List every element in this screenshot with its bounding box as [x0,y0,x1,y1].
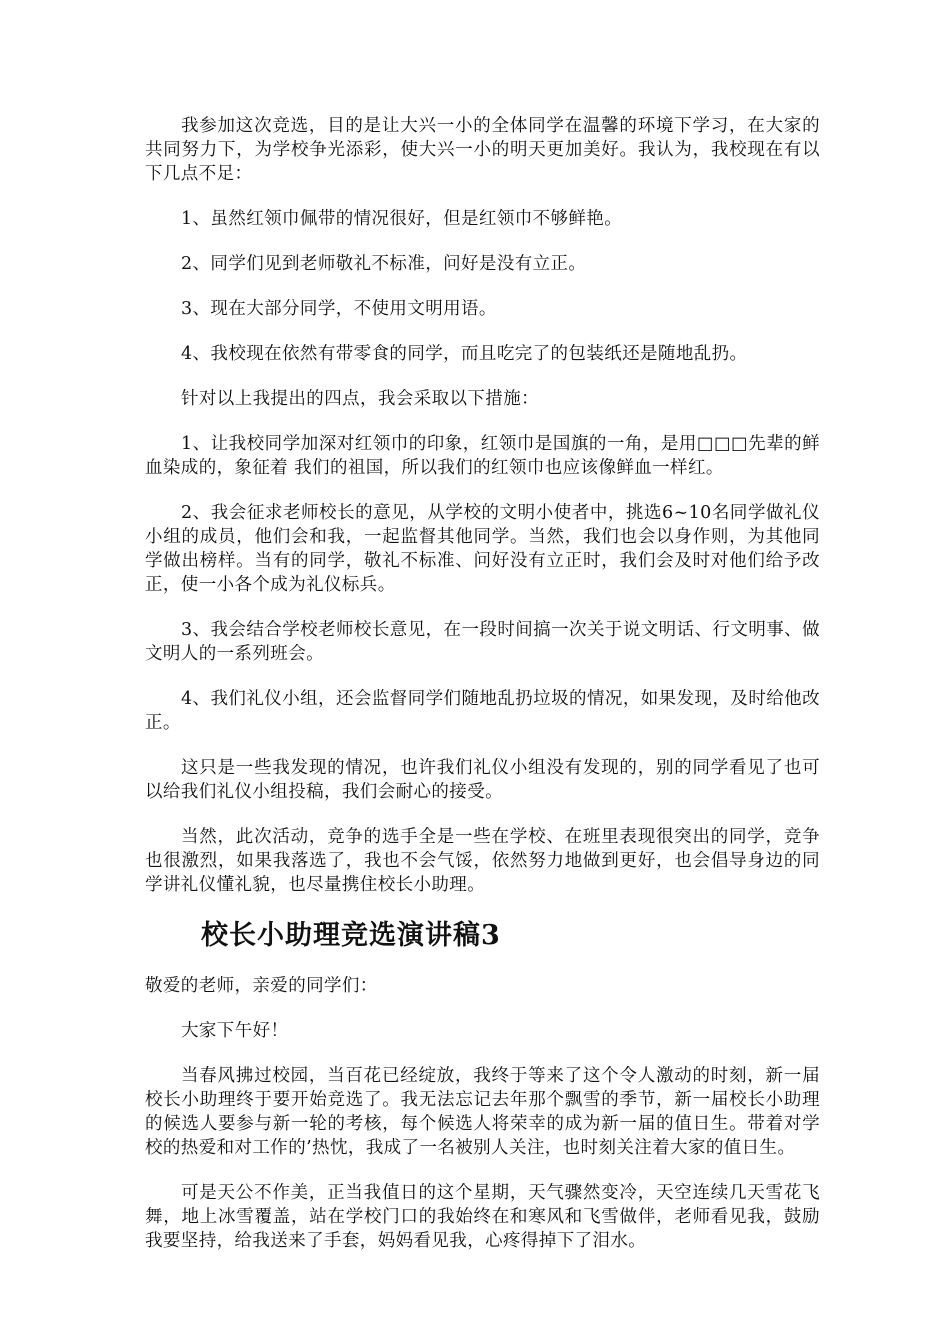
paragraph: 我参加这次竞选，目的是让大兴一小的全体同学在温馨的环境下学习，在大家的共同努力下，为学校争光添彩，使大兴一小的明天更加美好。我认为，我校现在有以下几点不足： [145,116,820,184]
paragraph: 针对以上我提出的四点，我会采取以下措施： [181,389,539,409]
list-item: 4、我校现在依然有带零食的同学，而且吃完了的包装纸还是随地乱扔。 [181,344,748,364]
paragraph: 当然，此次活动，竞争的选手全是一些在学校、在班里表现很突出的同学，竞争也很激烈，如果我落选了，我也不会气馁，依然努力地做到更好，也会倡导身边的同学讲礼仪懂礼貌，也尽量携住校长小助理。 [145,827,820,895]
paragraph: 当春风拂过校园，当百花已经绽放，我终于等来了这个令人激动的时刻，新一届校长小助理终于要开始竞选了。我无法忘记去年那个飘雪的季节，新一届校长小助理的候选人要参与新一轮的考核，每个候选人将荣幸的成为新一届的值日生。带着对学校的热爱和对工作的’热忱，我成了一名被别人关注，也时刻关注着大家的值日生。 [145,1066,820,1158]
section-heading: 校长小助理竞选演讲稿3 [201,920,501,951]
list-item: 4、我们礼仪小组，还会监督同学们随地乱扔垃圾的情况，如果发现，及时给他改正。 [145,689,820,733]
list-item: 1、让我校同学加深对红领巾的印象，红领巾是国旗的一角，是用□□□先辈的鲜血染成的，象征着 我们的祖国，所以我们的红领巾也应该像鲜血一样红。 [145,434,820,478]
paragraph: 这只是一些我发现的情况，也许我们礼仪小组没有发现的，别的同学看见了也可以给我们礼仪小组投稿，我们会耐心的接受。 [145,758,820,802]
paragraph: 可是天公不作美，正当我值日的这个星期，天气骤然变冷，天空连续几天雪花飞舞，地上冰雪覆盖，站在学校门口的我始终在和寒风和飞雪做伴，老师看见我，鼓励我要坚持，给我送来了手套，妈妈看见我，心疼得掉下了泪水。 [145,1183,820,1251]
list-item: 2、我会征求老师校长的意见，从学校的文明小使者中，挑选6~10名同学做礼仪小组的成员，他们会和我，一起监督其他同学。当然，我们也会以身作则，为其他同学做出榜样。当有的同学，敬礼不标准、问好没有立正时，我们会及时对他们给予改正，使一小各个成为礼仪标兵。 [145,503,820,595]
list-item: 3、我会结合学校老师校长意见，在一段时间搞一次关于说文明话、行文明事、做文明人的一系列班会。 [145,620,820,664]
list-item: 2、同学们见到老师敬礼不标准，问好是没有立正。 [181,254,587,274]
salutation: 敬爱的老师，亲爱的同学们： [145,976,378,996]
document-body [145,114,820,1274]
list-item: 3、现在大部分同学，不使用文明用语。 [181,299,497,319]
list-item: 1、虽然红领巾佩带的情况很好，但是红领巾不够鲜艳。 [181,209,623,229]
greeting: 大家下午好！ [181,1021,289,1041]
